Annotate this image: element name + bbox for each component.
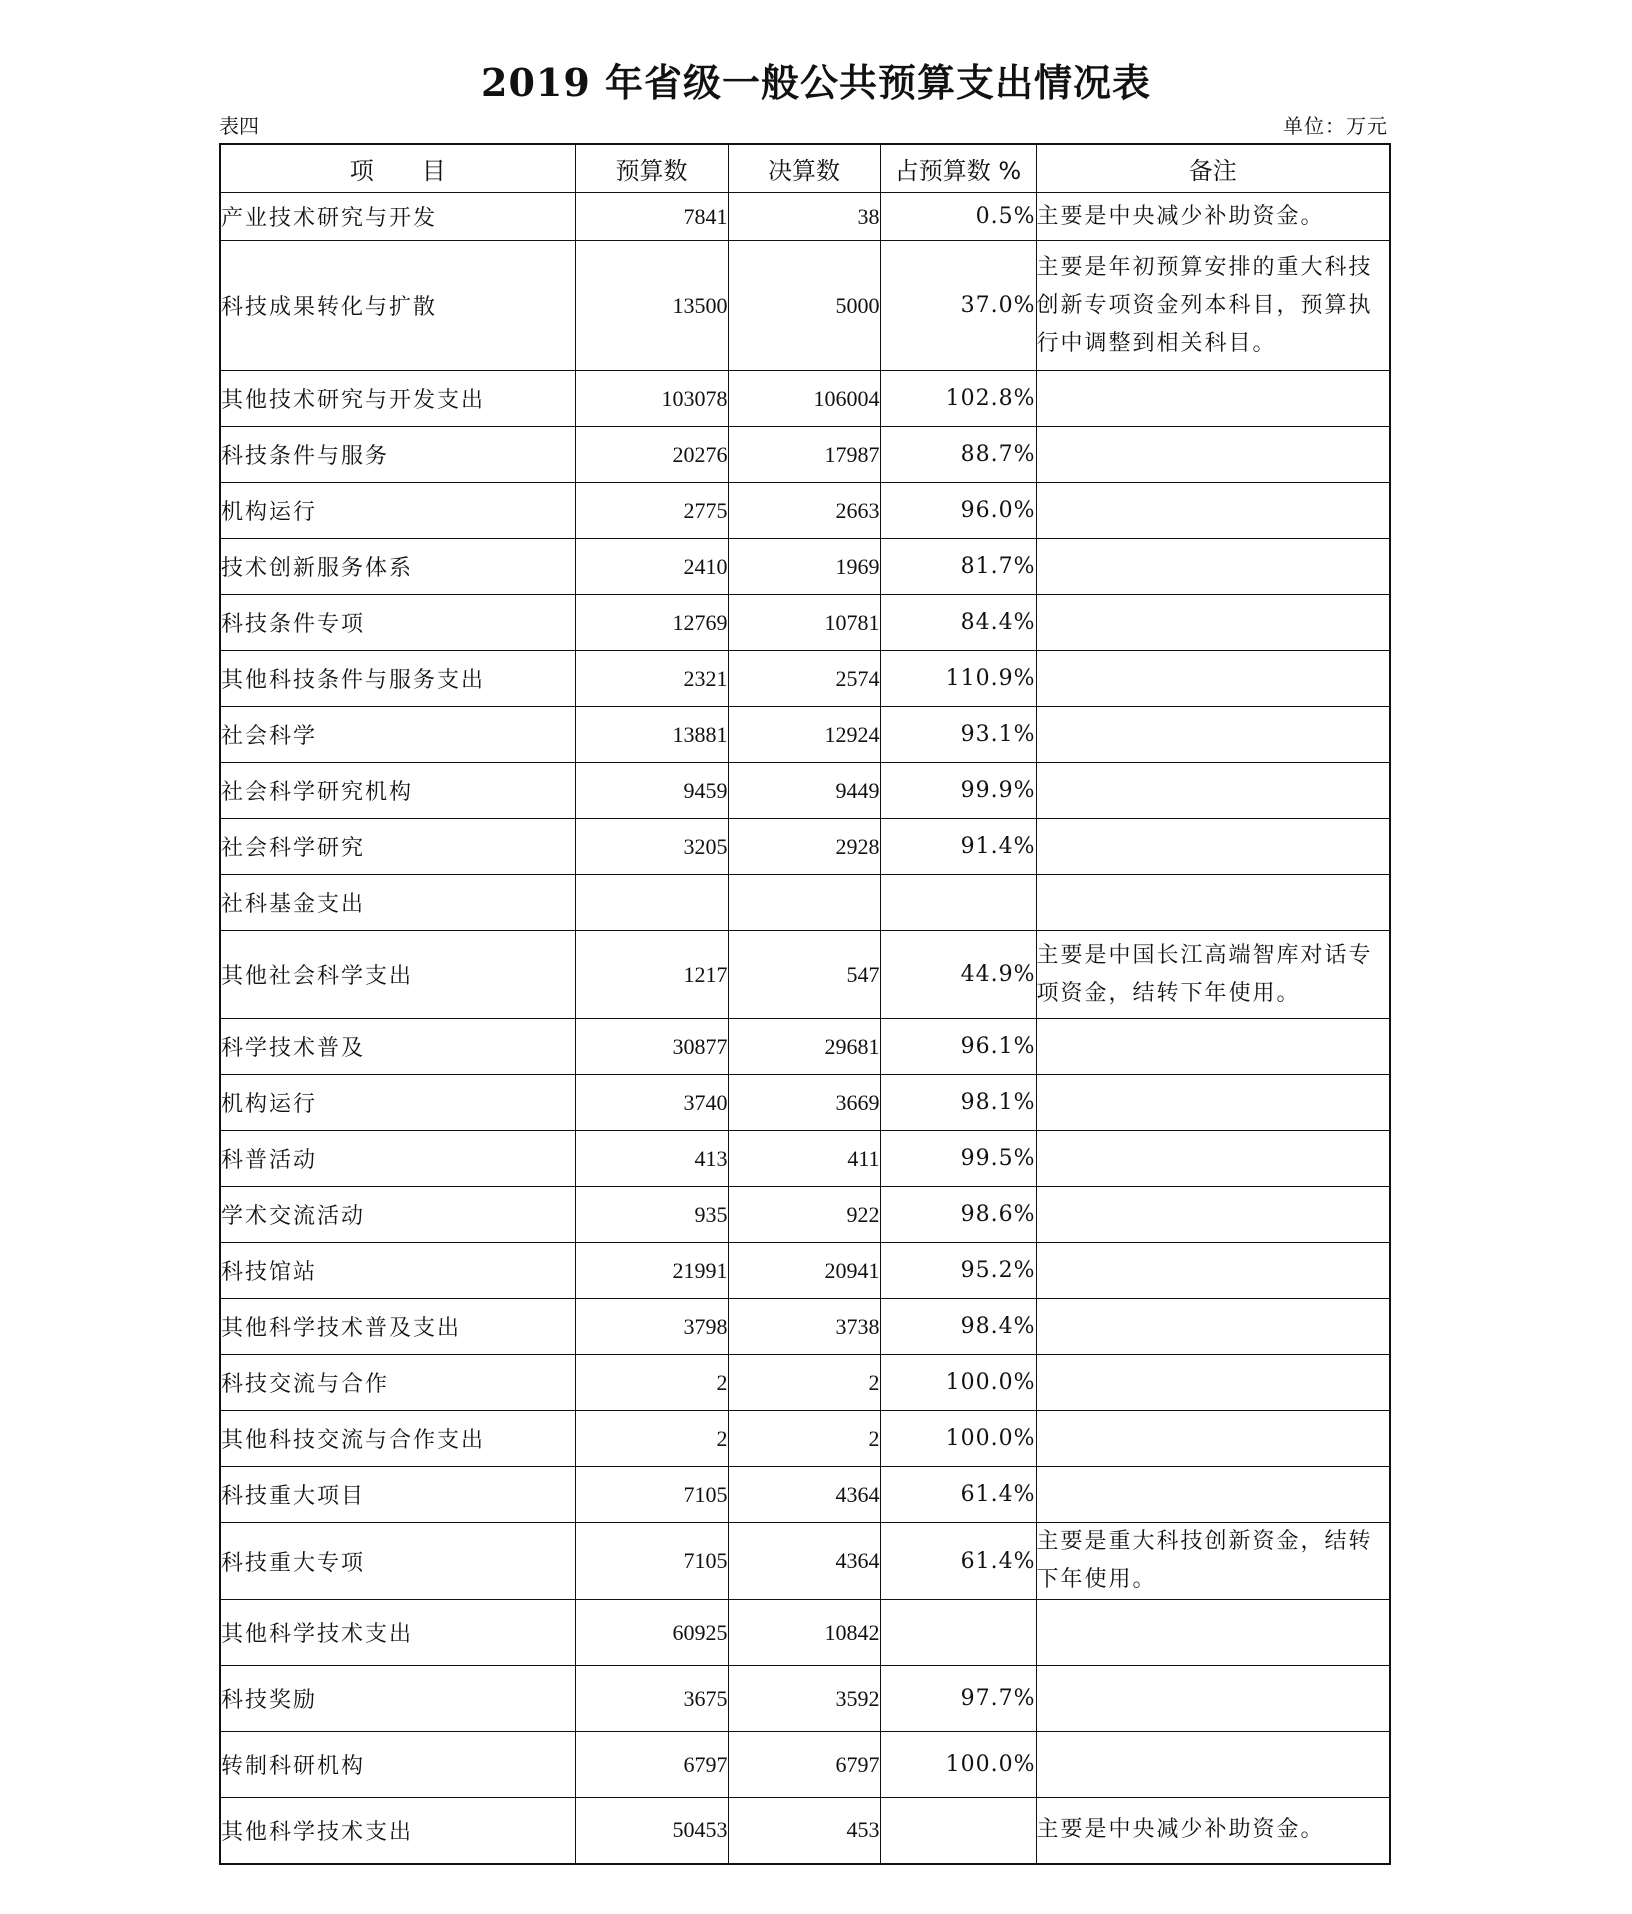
actual-cell: 3738 <box>728 1299 880 1355</box>
budget-cell: 3798 <box>575 1299 728 1355</box>
item-cell: 社科基金支出 <box>220 875 575 931</box>
percent-cell: 102.8% <box>880 371 1036 427</box>
percent-cell: 96.1% <box>880 1019 1036 1075</box>
note-cell <box>1036 1411 1390 1467</box>
note-cell <box>1036 763 1390 819</box>
budget-cell: 30877 <box>575 1019 728 1075</box>
actual-cell: 20941 <box>728 1243 880 1299</box>
item-cell: 机构运行 <box>220 483 575 539</box>
percent-cell: 95.2% <box>880 1243 1036 1299</box>
budget-cell: 50453 <box>575 1798 728 1864</box>
item-cell: 社会科学 <box>220 707 575 763</box>
item-cell: 科学技术普及 <box>220 1019 575 1075</box>
percent-cell: 84.4% <box>880 595 1036 651</box>
percent-cell: 61.4% <box>880 1523 1036 1600</box>
note-cell <box>1036 1299 1390 1355</box>
table-row <box>220 1299 1390 1355</box>
percent-cell: 93.1% <box>880 707 1036 763</box>
table-row <box>220 1600 1390 1666</box>
actual-cell: 411 <box>728 1131 880 1187</box>
item-cell: 科技条件专项 <box>220 595 575 651</box>
item-cell: 学术交流活动 <box>220 1187 575 1243</box>
note-cell: 主要是中国长江高端智库对话专项资金，结转下年使用。 <box>1036 931 1390 1019</box>
note-cell <box>1036 483 1390 539</box>
note-cell <box>1036 875 1390 931</box>
table-row <box>220 1411 1390 1467</box>
actual-cell: 6797 <box>728 1732 880 1798</box>
note-cell <box>1036 819 1390 875</box>
table-row <box>220 875 1390 931</box>
note-cell: 主要是中央减少补助资金。 <box>1036 193 1390 241</box>
budget-cell: 2410 <box>575 539 728 595</box>
budget-cell: 60925 <box>575 1600 728 1666</box>
item-cell: 其他科技条件与服务支出 <box>220 651 575 707</box>
actual-cell: 3592 <box>728 1666 880 1732</box>
budget-cell: 7105 <box>575 1467 728 1523</box>
percent-cell: 98.6% <box>880 1187 1036 1243</box>
budget-cell: 2 <box>575 1411 728 1467</box>
percent-cell: 98.1% <box>880 1075 1036 1131</box>
note-cell <box>1036 371 1390 427</box>
item-cell: 产业技术研究与开发 <box>220 193 575 241</box>
percent-cell: 97.7% <box>880 1666 1036 1732</box>
table-row <box>220 371 1390 427</box>
note-cell <box>1036 1075 1390 1131</box>
actual-cell: 2663 <box>728 483 880 539</box>
item-cell: 其他技术研究与开发支出 <box>220 371 575 427</box>
table-row <box>220 707 1390 763</box>
item-cell: 科技成果转化与扩散 <box>220 241 575 371</box>
item-cell: 社会科学研究 <box>220 819 575 875</box>
note-cell <box>1036 1355 1390 1411</box>
table-row <box>220 595 1390 651</box>
table-row <box>220 651 1390 707</box>
percent-cell: 99.9% <box>880 763 1036 819</box>
budget-cell: 21991 <box>575 1243 728 1299</box>
actual-cell: 922 <box>728 1187 880 1243</box>
actual-cell: 17987 <box>728 427 880 483</box>
note-cell <box>1036 1666 1390 1732</box>
percent-cell: 37.0% <box>880 241 1036 371</box>
budget-cell: 9459 <box>575 763 728 819</box>
percent-cell <box>880 875 1036 931</box>
note-cell <box>1036 1732 1390 1798</box>
actual-cell: 2928 <box>728 819 880 875</box>
table-row <box>220 1019 1390 1075</box>
actual-cell: 10781 <box>728 595 880 651</box>
item-cell: 其他科技交流与合作支出 <box>220 1411 575 1467</box>
percent-cell: 91.4% <box>880 819 1036 875</box>
header-row <box>220 144 1390 193</box>
unit-label: 单位：万元 <box>1283 114 1388 138</box>
actual-cell: 9449 <box>728 763 880 819</box>
column-header-budget: 预算数 <box>575 144 728 193</box>
note-cell: 主要是年初预算安排的重大科技创新专项资金列本科目，预算执行中调整到相关科目。 <box>1036 241 1390 371</box>
budget-cell <box>575 875 728 931</box>
percent-cell: 100.0% <box>880 1411 1036 1467</box>
actual-cell: 4364 <box>728 1523 880 1600</box>
budget-cell: 13500 <box>575 241 728 371</box>
percent-cell: 110.9% <box>880 651 1036 707</box>
percent-cell: 61.4% <box>880 1467 1036 1523</box>
page-title: 2019 年省级一般公共预算支出情况表 <box>481 60 1151 105</box>
actual-cell: 2574 <box>728 651 880 707</box>
table-row <box>220 763 1390 819</box>
table-row <box>220 1075 1390 1131</box>
note-cell <box>1036 1600 1390 1666</box>
table-row <box>220 1355 1390 1411</box>
column-header-item: 项 目 <box>220 144 575 193</box>
item-cell: 科技馆站 <box>220 1243 575 1299</box>
item-cell: 科技奖励 <box>220 1666 575 1732</box>
table-row <box>220 1243 1390 1299</box>
note-cell <box>1036 707 1390 763</box>
note-cell <box>1036 1187 1390 1243</box>
actual-cell: 38 <box>728 193 880 241</box>
actual-cell: 106004 <box>728 371 880 427</box>
table-row <box>220 1131 1390 1187</box>
budget-cell: 6797 <box>575 1732 728 1798</box>
percent-cell: 98.4% <box>880 1299 1036 1355</box>
table-row <box>220 483 1390 539</box>
table-number-label: 表四 <box>219 114 259 138</box>
actual-cell: 1969 <box>728 539 880 595</box>
note-cell: 主要是重大科技创新资金，结转下年使用。 <box>1036 1523 1390 1600</box>
table-row <box>220 1732 1390 1798</box>
percent-cell <box>880 1600 1036 1666</box>
table-header <box>220 144 1390 193</box>
item-cell: 其他科学技术支出 <box>220 1798 575 1864</box>
budget-cell: 13881 <box>575 707 728 763</box>
table-row <box>220 1187 1390 1243</box>
item-cell: 科技重大项目 <box>220 1467 575 1523</box>
item-cell: 科技条件与服务 <box>220 427 575 483</box>
column-header-actual: 决算数 <box>728 144 880 193</box>
percent-cell: 96.0% <box>880 483 1036 539</box>
percent-cell <box>880 1798 1036 1864</box>
budget-table <box>219 143 1391 1865</box>
actual-cell <box>728 875 880 931</box>
actual-cell: 453 <box>728 1798 880 1864</box>
actual-cell: 4364 <box>728 1467 880 1523</box>
actual-cell: 2 <box>728 1411 880 1467</box>
item-cell: 其他科学技术普及支出 <box>220 1299 575 1355</box>
percent-cell: 0.5% <box>880 193 1036 241</box>
item-cell: 机构运行 <box>220 1075 575 1131</box>
table-row <box>220 1523 1390 1600</box>
budget-cell: 7105 <box>575 1523 728 1600</box>
percent-cell: 100.0% <box>880 1355 1036 1411</box>
item-cell: 社会科学研究机构 <box>220 763 575 819</box>
table-row <box>220 1467 1390 1523</box>
table-row <box>220 1666 1390 1732</box>
budget-cell: 103078 <box>575 371 728 427</box>
budget-cell: 2321 <box>575 651 728 707</box>
budget-cell: 3675 <box>575 1666 728 1732</box>
note-cell <box>1036 1131 1390 1187</box>
percent-cell: 88.7% <box>880 427 1036 483</box>
note-cell <box>1036 1019 1390 1075</box>
budget-cell: 935 <box>575 1187 728 1243</box>
budget-cell: 2 <box>575 1355 728 1411</box>
actual-cell: 547 <box>728 931 880 1019</box>
budget-cell: 20276 <box>575 427 728 483</box>
note-cell <box>1036 595 1390 651</box>
budget-cell: 2775 <box>575 483 728 539</box>
table-row <box>220 819 1390 875</box>
column-header-percent: 占预算数 % <box>880 144 1036 193</box>
table-row <box>220 539 1390 595</box>
table-row <box>220 241 1390 371</box>
table-row <box>220 931 1390 1019</box>
table-row <box>220 1798 1390 1864</box>
item-cell: 科技交流与合作 <box>220 1355 575 1411</box>
note-cell <box>1036 427 1390 483</box>
budget-cell: 3740 <box>575 1075 728 1131</box>
percent-cell: 81.7% <box>880 539 1036 595</box>
actual-cell: 10842 <box>728 1600 880 1666</box>
note-cell <box>1036 539 1390 595</box>
item-cell: 转制科研机构 <box>220 1732 575 1798</box>
actual-cell: 5000 <box>728 241 880 371</box>
actual-cell: 3669 <box>728 1075 880 1131</box>
budget-cell: 413 <box>575 1131 728 1187</box>
actual-cell: 29681 <box>728 1019 880 1075</box>
budget-cell: 12769 <box>575 595 728 651</box>
note-cell <box>1036 1243 1390 1299</box>
percent-cell: 99.5% <box>880 1131 1036 1187</box>
percent-cell: 100.0% <box>880 1732 1036 1798</box>
budget-cell: 3205 <box>575 819 728 875</box>
note-cell <box>1036 1467 1390 1523</box>
actual-cell: 2 <box>728 1355 880 1411</box>
budget-cell: 1217 <box>575 931 728 1019</box>
item-cell: 科普活动 <box>220 1131 575 1187</box>
note-cell: 主要是中央减少补助资金。 <box>1036 1798 1390 1864</box>
item-cell: 科技重大专项 <box>220 1523 575 1600</box>
actual-cell: 12924 <box>728 707 880 763</box>
table-row <box>220 193 1390 241</box>
column-header-note: 备注 <box>1036 144 1390 193</box>
table-body <box>220 193 1390 1864</box>
table-row <box>220 427 1390 483</box>
note-cell <box>1036 651 1390 707</box>
item-cell: 技术创新服务体系 <box>220 539 575 595</box>
item-cell: 其他科学技术支出 <box>220 1600 575 1666</box>
percent-cell: 44.9% <box>880 931 1036 1019</box>
budget-cell: 7841 <box>575 193 728 241</box>
item-cell: 其他社会科学支出 <box>220 931 575 1019</box>
